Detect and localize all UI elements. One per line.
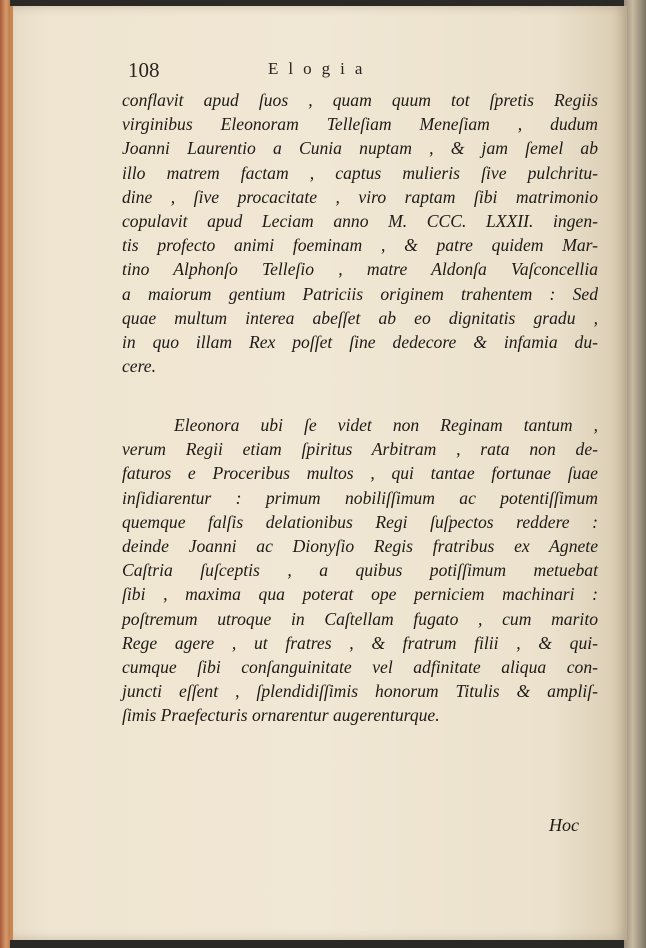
paragraph-2 bbox=[122, 413, 598, 727]
catchword: Hoc bbox=[549, 815, 579, 835]
text-line: conflavit apud ſuos , quam quum tot ſpretis Regiis bbox=[122, 90, 598, 110]
text-line: dine , ſive procacitate , viro raptam ſibi matrimonio bbox=[122, 186, 598, 207]
text-line: verum Regii etiam ſpiritus Arbitram , rata non de- bbox=[122, 439, 598, 460]
text-line: cere. bbox=[122, 356, 157, 377]
text-line: ſimis Praefecturis ornarentur augerenturque. bbox=[122, 705, 440, 726]
text-line: illo matrem factam , captus mulieris ſive pulchritu- bbox=[122, 162, 598, 183]
text-line: tis profecto animi foeminam , & patre quidem Mar- bbox=[122, 235, 598, 256]
text-line: quae multum interea abeſſet ab eo dignitatis gradu , bbox=[122, 307, 598, 328]
page-number: 108 bbox=[128, 58, 160, 82]
text-line: copulavit apud Leciam anno M. CCC. LXXII. ingen- bbox=[122, 210, 598, 231]
text-line: inſidiarentur : primum nobiliſſimum ac potentiſſimum bbox=[122, 487, 598, 508]
text-line: Eleonora ubi ſe videt non Reginam tantum , bbox=[174, 415, 598, 435]
text-line: tino Alphonſo Telleſio , matre Aldonſa Vaſconcellia bbox=[122, 259, 598, 280]
text-line: a maiorum gentium Patriciis originem trahentem : Sed bbox=[122, 283, 598, 304]
page-stack-edge bbox=[624, 0, 646, 948]
text-line: virginibus Eleonoram Telleſiam Meneſiam , dudum bbox=[122, 114, 598, 135]
text-line: cumque ſibi conſanguinitate vel adfinitate aliqua con- bbox=[122, 656, 598, 677]
text-line: ſibi , maxima qua poterat ope perniciem machinari : bbox=[122, 584, 598, 605]
text-line: poſtremum utroque in Caſtellam fugato , cum marito bbox=[122, 608, 598, 629]
running-head: Elogia bbox=[268, 59, 373, 78]
text-line: Rege agere , ut fratres , & fratrum filii , & qui- bbox=[122, 632, 598, 653]
text-line: faturos e Proceribus multos , qui tantae fortunae ſuae bbox=[122, 463, 598, 484]
book-binding-edge bbox=[0, 0, 10, 948]
text-line: in quo illam Rex poſſet ſine dedecore & infamia du- bbox=[122, 331, 598, 352]
text-line: Caſtria ſuſceptis , a quibus potiſſimum metuebat bbox=[122, 560, 598, 581]
page-header bbox=[128, 58, 598, 84]
paragraph-1 bbox=[122, 88, 598, 378]
text-line: quemque falſis delationibus Regi ſuſpectos reddere : bbox=[122, 511, 598, 532]
text-line: juncti eſſent , ſplendidiſſimis honorum Titulis & ampliſ- bbox=[122, 681, 598, 702]
text-line: Joanni Laurentio a Cunia nuptam , & jam ſemel ab bbox=[122, 138, 598, 159]
text-line: deinde Joanni ac Dionyſio Regis fratribus ex Agnete bbox=[122, 535, 598, 556]
